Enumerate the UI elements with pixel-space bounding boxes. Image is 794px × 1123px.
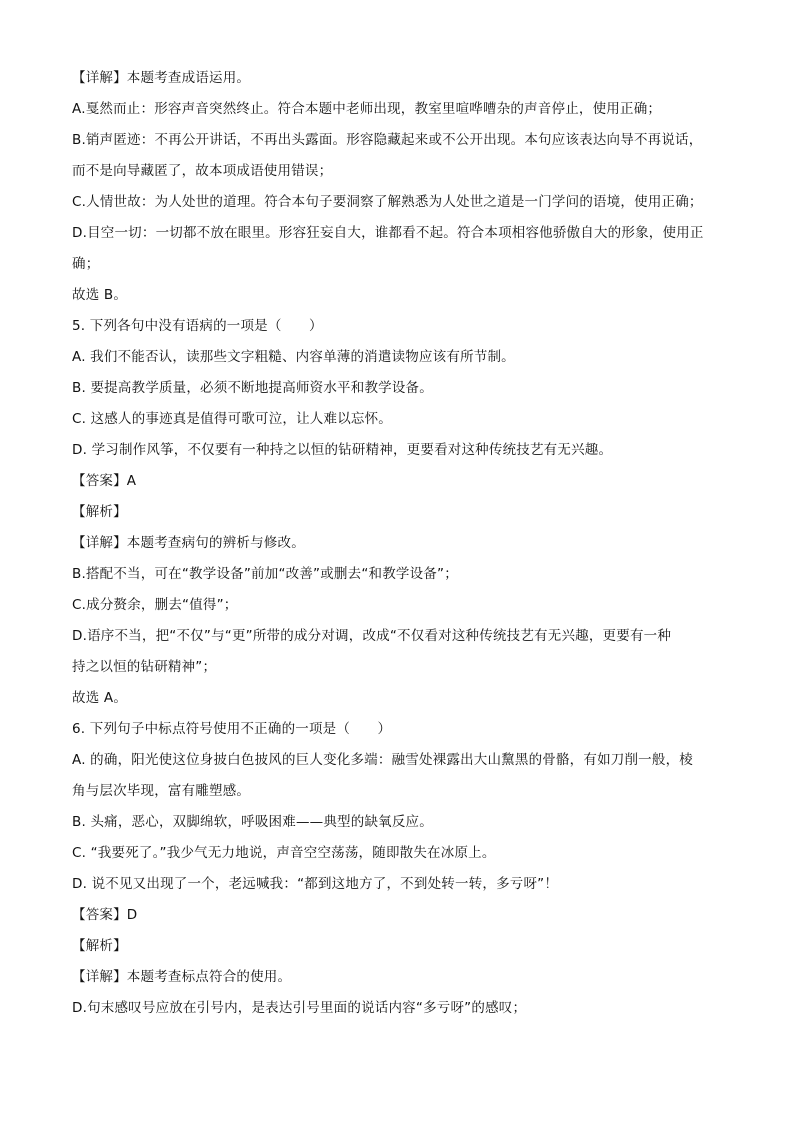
explanation-heading-q5: 【详解】本题考查病句的辨析与修改。 [72,535,305,551]
question-5-option-a: A. 我们不能否认，读那些文字粗糙、内容单薄的消遣读物应该有所节制。 [72,349,515,365]
question-5-stem: 5. 下列各句中没有语病的一项是（ ） [72,318,323,334]
question-5-option-d: D. 学习制作风筝，不仅要有一种持之以恒的钻研精神，更要看对这种传统技艺有无兴趣。 [72,442,613,458]
explanation-heading-q6: 【详解】本题考查标点符合的使用。 [72,969,292,985]
analysis-label-q5: 【解析】 [72,504,127,520]
question-6-option-c: C. “我要死了。”我少气无力地说，声音空空荡荡，随即散失在冰原上。 [72,845,496,861]
conclusion-q5: 故选 A。 [72,690,128,706]
explanation-option-b-continued: 而不是向导藏匿了，故本项成语使用错误； [72,163,333,179]
explanation-q5-b: B.搭配不当，可在“教学设备”前加“改善”或删去“和教学设备”； [72,566,458,582]
question-6-option-b: B. 头痛，恶心，双脚绵软，呼吸困难——典型的缺氧反应。 [72,814,433,830]
explanation-option-b: B.销声匿迹：不再公开讲话，不再出头露面。形容隐藏起来或不公开出现。本句应该表达向导不再说话， [72,132,703,148]
question-5-option-b: B. 要提高教学质量，必须不断地提高师资水平和教学设备。 [72,380,433,396]
explanation-q5-d-continued: 持之以恒的钻研精神”； [72,659,217,675]
explanation-option-d-continued: 确； [72,256,100,272]
explanation-q6-d: D.句末感叹号应放在引号内，是表达引号里面的说话内容“多亏呀”的感叹； [72,1000,527,1016]
question-5-option-c: C. 这感人的事迹真是值得可歌可泣，让人难以忘怀。 [72,411,393,427]
question-6-option-a: A. 的确，阳光使这位身披白色披风的巨人变化多端：融雪处裸露出大山黧黑的骨骼，有如刀削一般，棱 [72,752,693,768]
explanation-q5-c: C.成分赘余，删去“值得”； [72,597,238,613]
question-6-stem: 6. 下列句子中标点符号使用不正确的一项是（ ） [72,721,392,737]
explanation-option-c: C.人情世故：为人处世的道理。符合本句子要洞察了解熟悉为人处世之道是一门学问的语境，使用正确； [72,194,703,210]
analysis-label-q6: 【解析】 [72,938,127,954]
question-6-option-a-continued: 角与层次毕现，富有雕塑感。 [72,783,251,799]
conclusion-q4: 故选 B。 [72,287,128,303]
answer-label-q6: 【答案】D [72,907,138,923]
answer-label-q5: 【答案】A [72,473,137,489]
explanation-heading-q4: 【详解】本题考查成语运用。 [72,70,251,86]
question-6-option-d: D. 说不见又出现了一个，老远喊我：“都到这地方了，不到处转一转，多亏呀”！ [72,876,559,892]
explanation-option-a: A.戛然而止：形容声音突然终止。符合本题中老师出现，教室里喧哗嘈杂的声音停止，使用正确； [72,101,662,117]
explanation-option-d: D.目空一切：一切都不放在眼里。形容狂妄自大，谁都看不起。符合本项相容他骄傲自大的形象，使用正 [72,225,704,241]
explanation-q5-d: D.语序不当，把“不仅”与“更”所带的成分对调，改成“不仅看对这种传统技艺有无兴趣，更要有一种 [72,628,672,644]
